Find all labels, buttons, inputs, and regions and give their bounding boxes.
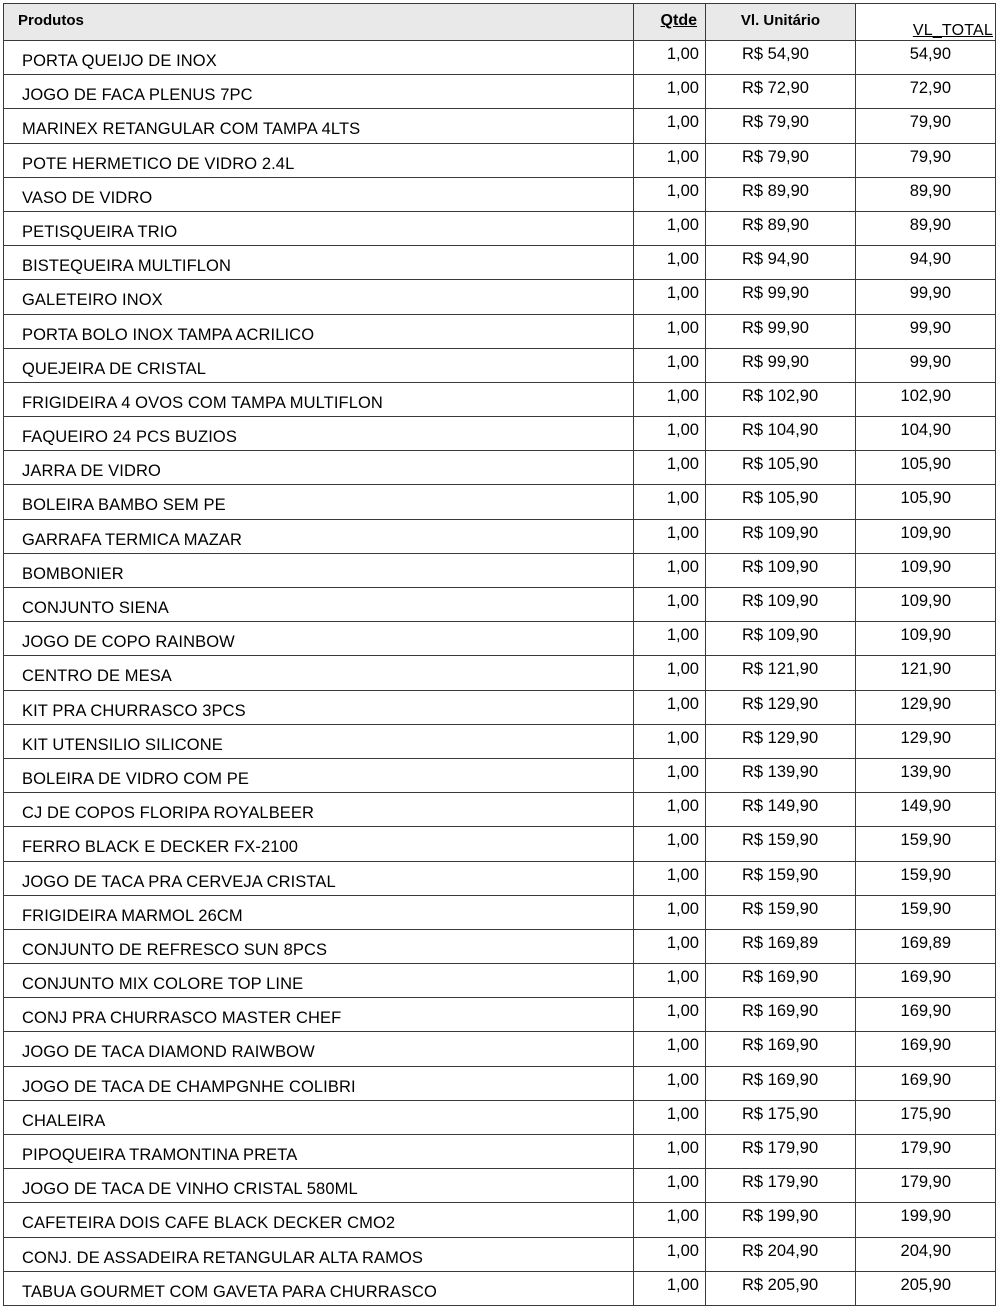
column-header-vl-total: VL_TOTAL: [856, 4, 996, 41]
quantity-cell: 1,00: [634, 895, 706, 929]
unit-price-cell: R$ 159,90: [706, 861, 856, 895]
unit-price-cell: R$ 79,90: [706, 109, 856, 143]
product-name-cell: MARINEX RETANGULAR COM TAMPA 4LTS: [4, 109, 634, 143]
product-name-cell: JOGO DE FACA PLENUS 7PC: [4, 75, 634, 109]
unit-price-cell: R$ 204,90: [706, 1237, 856, 1271]
quantity-cell: 1,00: [634, 109, 706, 143]
total-cell: 159,90: [856, 895, 996, 929]
product-name-cell: KIT PRA CHURRASCO 3PCS: [4, 690, 634, 724]
total-cell: 121,90: [856, 656, 996, 690]
quantity-cell: 1,00: [634, 793, 706, 827]
unit-price-cell: R$ 169,90: [706, 998, 856, 1032]
total-cell: 159,90: [856, 827, 996, 861]
unit-price-cell: R$ 121,90: [706, 656, 856, 690]
total-cell: 105,90: [856, 485, 996, 519]
total-cell: 99,90: [856, 314, 996, 348]
product-name-cell: JOGO DE TACA DE CHAMPGNHE COLIBRI: [4, 1066, 634, 1100]
quantity-cell: 1,00: [634, 1066, 706, 1100]
product-name-cell: POTE HERMETICO DE VIDRO 2.4L: [4, 143, 634, 177]
quantity-cell: 1,00: [634, 553, 706, 587]
unit-price-cell: R$ 169,90: [706, 964, 856, 998]
table-row: [4, 451, 996, 485]
quantity-cell: 1,00: [634, 485, 706, 519]
total-cell: 72,90: [856, 75, 996, 109]
product-name-cell: CHALEIRA: [4, 1100, 634, 1134]
unit-price-cell: R$ 79,90: [706, 143, 856, 177]
product-name-cell: JOGO DE TACA PRA CERVEJA CRISTAL: [4, 861, 634, 895]
product-name-cell: QUEJEIRA DE CRISTAL: [4, 348, 634, 382]
products-table: [3, 3, 996, 1306]
product-name-cell: BISTEQUEIRA MULTIFLON: [4, 246, 634, 280]
total-cell: 105,90: [856, 451, 996, 485]
quantity-cell: 1,00: [634, 451, 706, 485]
product-name-cell: KIT UTENSILIO SILICONE: [4, 724, 634, 758]
unit-price-cell: R$ 109,90: [706, 588, 856, 622]
quantity-cell: 1,00: [634, 1169, 706, 1203]
table-body: [4, 41, 996, 1306]
product-name-cell: VASO DE VIDRO: [4, 177, 634, 211]
total-cell: 129,90: [856, 724, 996, 758]
table-row: [4, 143, 996, 177]
table-row: [4, 417, 996, 451]
product-name-cell: FERRO BLACK E DECKER FX-2100: [4, 827, 634, 861]
total-cell: 159,90: [856, 861, 996, 895]
quantity-cell: 1,00: [634, 143, 706, 177]
table-row: [4, 1032, 996, 1066]
table-row: [4, 280, 996, 314]
total-cell: 79,90: [856, 109, 996, 143]
total-cell: 54,90: [856, 41, 996, 75]
total-cell: 109,90: [856, 519, 996, 553]
unit-price-cell: R$ 169,90: [706, 1032, 856, 1066]
unit-price-cell: R$ 99,90: [706, 348, 856, 382]
table-row: [4, 1271, 996, 1305]
total-cell: 169,90: [856, 1066, 996, 1100]
table-row: [4, 177, 996, 211]
quantity-cell: 1,00: [634, 1100, 706, 1134]
total-cell: 169,90: [856, 1032, 996, 1066]
table-row: [4, 485, 996, 519]
product-name-cell: PIPOQUEIRA TRAMONTINA PRETA: [4, 1135, 634, 1169]
total-cell: 129,90: [856, 690, 996, 724]
unit-price-cell: R$ 89,90: [706, 177, 856, 211]
total-cell: 104,90: [856, 417, 996, 451]
total-cell: 179,90: [856, 1135, 996, 1169]
product-name-cell: FRIGIDEIRA 4 OVOS COM TAMPA MULTIFLON: [4, 382, 634, 416]
product-price-list: [3, 3, 995, 1306]
unit-price-cell: R$ 99,90: [706, 280, 856, 314]
unit-price-cell: R$ 199,90: [706, 1203, 856, 1237]
table-row: [4, 519, 996, 553]
product-name-cell: GARRAFA TERMICA MAZAR: [4, 519, 634, 553]
column-header-qtde: Qtde: [634, 4, 706, 41]
unit-price-cell: R$ 169,90: [706, 1066, 856, 1100]
total-cell: 149,90: [856, 793, 996, 827]
table-row: [4, 1169, 996, 1203]
column-header-vl-unitario: Vl. Unitário: [706, 4, 856, 41]
quantity-cell: 1,00: [634, 929, 706, 963]
total-cell: 179,90: [856, 1169, 996, 1203]
total-cell: 102,90: [856, 382, 996, 416]
quantity-cell: 1,00: [634, 724, 706, 758]
quantity-cell: 1,00: [634, 1032, 706, 1066]
table-row: [4, 41, 996, 75]
total-cell: 109,90: [856, 588, 996, 622]
quantity-cell: 1,00: [634, 1135, 706, 1169]
product-name-cell: BOLEIRA DE VIDRO COM PE: [4, 758, 634, 792]
quantity-cell: 1,00: [634, 656, 706, 690]
quantity-cell: 1,00: [634, 417, 706, 451]
table-row: [4, 622, 996, 656]
table-row: [4, 314, 996, 348]
unit-price-cell: R$ 205,90: [706, 1271, 856, 1305]
quantity-cell: 1,00: [634, 998, 706, 1032]
product-name-cell: BOMBONIER: [4, 553, 634, 587]
total-cell: 99,90: [856, 348, 996, 382]
table-header-row: [4, 4, 996, 41]
unit-price-cell: R$ 54,90: [706, 41, 856, 75]
unit-price-cell: R$ 129,90: [706, 724, 856, 758]
product-name-cell: JARRA DE VIDRO: [4, 451, 634, 485]
product-name-cell: CENTRO DE MESA: [4, 656, 634, 690]
table-row: [4, 1066, 996, 1100]
unit-price-cell: R$ 109,90: [706, 553, 856, 587]
quantity-cell: 1,00: [634, 211, 706, 245]
product-name-cell: CONJUNTO MIX COLORE TOP LINE: [4, 964, 634, 998]
unit-price-cell: R$ 159,90: [706, 827, 856, 861]
quantity-cell: 1,00: [634, 382, 706, 416]
product-name-cell: BOLEIRA BAMBO SEM PE: [4, 485, 634, 519]
quantity-cell: 1,00: [634, 861, 706, 895]
table-row: [4, 1135, 996, 1169]
product-name-cell: FAQUEIRO 24 PCS BUZIOS: [4, 417, 634, 451]
table-row: [4, 827, 996, 861]
table-row: [4, 246, 996, 280]
table-row: [4, 964, 996, 998]
table-row: [4, 75, 996, 109]
unit-price-cell: R$ 179,90: [706, 1135, 856, 1169]
quantity-cell: 1,00: [634, 690, 706, 724]
unit-price-cell: R$ 159,90: [706, 895, 856, 929]
product-name-cell: CJ DE COPOS FLORIPA ROYALBEER: [4, 793, 634, 827]
quantity-cell: 1,00: [634, 519, 706, 553]
total-cell: 79,90: [856, 143, 996, 177]
table-row: [4, 109, 996, 143]
product-name-cell: CONJ. DE ASSADEIRA RETANGULAR ALTA RAMOS: [4, 1237, 634, 1271]
unit-price-cell: R$ 129,90: [706, 690, 856, 724]
total-cell: 169,90: [856, 964, 996, 998]
table-row: [4, 1237, 996, 1271]
product-name-cell: PETISQUEIRA TRIO: [4, 211, 634, 245]
table-row: [4, 656, 996, 690]
total-cell: 109,90: [856, 553, 996, 587]
table-row: [4, 724, 996, 758]
quantity-cell: 1,00: [634, 758, 706, 792]
column-header-produtos: Produtos: [4, 4, 634, 41]
product-name-cell: CAFETEIRA DOIS CAFE BLACK DECKER CMO2: [4, 1203, 634, 1237]
table-row: [4, 758, 996, 792]
table-row: [4, 929, 996, 963]
total-cell: 175,90: [856, 1100, 996, 1134]
total-cell: 89,90: [856, 211, 996, 245]
quantity-cell: 1,00: [634, 177, 706, 211]
unit-price-cell: R$ 175,90: [706, 1100, 856, 1134]
unit-price-cell: R$ 105,90: [706, 485, 856, 519]
total-cell: 169,90: [856, 998, 996, 1032]
table-row: [4, 861, 996, 895]
unit-price-cell: R$ 169,89: [706, 929, 856, 963]
product-name-cell: CONJUNTO DE REFRESCO SUN 8PCS: [4, 929, 634, 963]
quantity-cell: 1,00: [634, 827, 706, 861]
product-name-cell: PORTA QUEIJO DE INOX: [4, 41, 634, 75]
unit-price-cell: R$ 102,90: [706, 382, 856, 416]
table-row: [4, 382, 996, 416]
product-name-cell: TABUA GOURMET COM GAVETA PARA CHURRASCO: [4, 1271, 634, 1305]
table-row: [4, 211, 996, 245]
product-name-cell: CONJUNTO SIENA: [4, 588, 634, 622]
unit-price-cell: R$ 139,90: [706, 758, 856, 792]
unit-price-cell: R$ 99,90: [706, 314, 856, 348]
product-name-cell: JOGO DE TACA DE VINHO CRISTAL 580ML: [4, 1169, 634, 1203]
quantity-cell: 1,00: [634, 41, 706, 75]
unit-price-cell: R$ 104,90: [706, 417, 856, 451]
quantity-cell: 1,00: [634, 588, 706, 622]
table-row: [4, 1203, 996, 1237]
unit-price-cell: R$ 105,90: [706, 451, 856, 485]
table-row: [4, 793, 996, 827]
total-cell: 204,90: [856, 1237, 996, 1271]
quantity-cell: 1,00: [634, 314, 706, 348]
quantity-cell: 1,00: [634, 964, 706, 998]
total-cell: 205,90: [856, 1271, 996, 1305]
table-row: [4, 553, 996, 587]
total-cell: 89,90: [856, 177, 996, 211]
total-cell: 109,90: [856, 622, 996, 656]
total-cell: 169,89: [856, 929, 996, 963]
unit-price-cell: R$ 94,90: [706, 246, 856, 280]
quantity-cell: 1,00: [634, 1271, 706, 1305]
table-row: [4, 690, 996, 724]
unit-price-cell: R$ 109,90: [706, 519, 856, 553]
unit-price-cell: R$ 149,90: [706, 793, 856, 827]
product-name-cell: JOGO DE COPO RAINBOW: [4, 622, 634, 656]
quantity-cell: 1,00: [634, 75, 706, 109]
unit-price-cell: R$ 89,90: [706, 211, 856, 245]
quantity-cell: 1,00: [634, 1237, 706, 1271]
unit-price-cell: R$ 109,90: [706, 622, 856, 656]
product-name-cell: PORTA BOLO INOX TAMPA ACRILICO: [4, 314, 634, 348]
total-cell: 199,90: [856, 1203, 996, 1237]
table-row: [4, 588, 996, 622]
quantity-cell: 1,00: [634, 246, 706, 280]
table-row: [4, 998, 996, 1032]
unit-price-cell: R$ 179,90: [706, 1169, 856, 1203]
quantity-cell: 1,00: [634, 622, 706, 656]
product-name-cell: CONJ PRA CHURRASCO MASTER CHEF: [4, 998, 634, 1032]
unit-price-cell: R$ 72,90: [706, 75, 856, 109]
quantity-cell: 1,00: [634, 348, 706, 382]
product-name-cell: GALETEIRO INOX: [4, 280, 634, 314]
table-row: [4, 895, 996, 929]
quantity-cell: 1,00: [634, 1203, 706, 1237]
table-row: [4, 348, 996, 382]
total-cell: 94,90: [856, 246, 996, 280]
table-row: [4, 1100, 996, 1134]
product-name-cell: FRIGIDEIRA MARMOL 26CM: [4, 895, 634, 929]
product-name-cell: JOGO DE TACA DIAMOND RAIWBOW: [4, 1032, 634, 1066]
quantity-cell: 1,00: [634, 280, 706, 314]
total-cell: 139,90: [856, 758, 996, 792]
total-cell: 99,90: [856, 280, 996, 314]
